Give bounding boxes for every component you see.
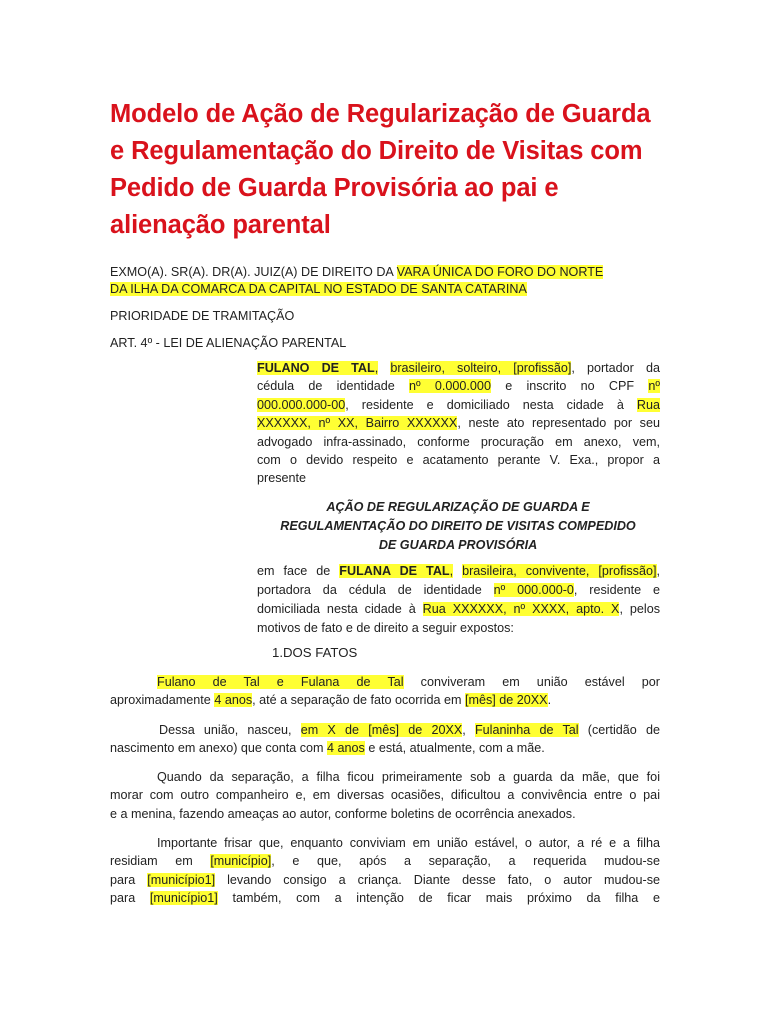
court-address-line-2 bbox=[110, 279, 527, 299]
municipality1-placeholder: [município1] bbox=[149, 891, 218, 906]
defendant-text: em face de bbox=[257, 564, 340, 578]
defendant-text: domiciliada nesta cidade à bbox=[257, 602, 423, 616]
facts-text: residiam em bbox=[110, 854, 211, 869]
municipality1-placeholder: [município1] bbox=[147, 872, 216, 887]
facts-text: Quando da separação, a filha ficou primeiramente sob a guarda da mãe, que foi bbox=[157, 770, 660, 784]
facts-text: , bbox=[462, 723, 475, 737]
facts-text: morar com outro companheiro e, em diversas ocasiões, dificultou a convivência entre o pai bbox=[110, 788, 660, 803]
facts-paragraph-2 bbox=[110, 721, 660, 758]
facts-paragraph-4 bbox=[110, 834, 660, 908]
document-title: Modelo de Ação de Regularização de Guarda e Regulamentação do Direito de Visitas com Pedido de Guarda Provisória ao pai e alienação parental bbox=[110, 100, 651, 239]
action-title-line: AÇÃO DE REGULARIZAÇÃO DE GUARDA E bbox=[326, 500, 590, 514]
plaintiff-text: cédula de identidade bbox=[257, 379, 410, 394]
plaintiff-name: FULANO DE TAL bbox=[257, 361, 375, 375]
priority-line: PRIORIDADE DE TRAMITAÇÃO bbox=[110, 309, 295, 323]
facts-text: aproximadamente bbox=[110, 693, 215, 708]
plaintiff-text: , portador da bbox=[571, 361, 660, 375]
defendant-name-comma: , bbox=[449, 564, 454, 578]
facts-text: para bbox=[110, 872, 148, 887]
defendant-text: , bbox=[656, 564, 660, 578]
defendant-address: Rua XXXXXX, nº XXXX, apto. X bbox=[422, 602, 620, 616]
facts-text: (certidão de bbox=[578, 723, 660, 737]
facts-text: , até a separação de fato ocorrida em bbox=[252, 693, 465, 708]
defendant-qualification bbox=[257, 562, 660, 638]
facts-text: também, com a intenção de ficar mais próximo da filha e bbox=[217, 891, 660, 906]
action-title bbox=[256, 498, 660, 555]
facts-text: . bbox=[547, 693, 552, 708]
facts-text: levando consigo a criança. Diante desse fato, o autor mudou-se bbox=[215, 872, 660, 887]
plaintiff-rg: nº 0.000.000 bbox=[409, 379, 491, 394]
plaintiff-cpf: 000.000.000-00 bbox=[257, 397, 346, 412]
court-name-highlight: VARA ÚNICA DO FORO DO NORTE bbox=[396, 265, 604, 279]
defendant-details: brasileira, convivente, [profissão] bbox=[462, 564, 657, 578]
child-name: Fulaninha de Tal bbox=[474, 723, 579, 737]
facts-text: e está, atualmente, com a mãe. bbox=[364, 741, 545, 756]
union-duration: 4 anos bbox=[214, 693, 253, 708]
plaintiff-text: com o devido respeito e acatamento perante V. Exa., propor a bbox=[257, 453, 660, 468]
plaintiff-cpf-prefix: nº bbox=[648, 379, 660, 394]
facts-text: nascimento em anexo) que conta com bbox=[110, 741, 328, 756]
facts-text: Dessa união, nasceu, bbox=[159, 723, 301, 737]
court-address-text: EXMO(A). SR(A). DR(A). JUIZ(A) DE DIREITO DA bbox=[110, 265, 397, 279]
plaintiff-address: XXXXXX, nº XX, Bairro XXXXXX bbox=[257, 416, 458, 431]
facts-text: , e que, após a separação, a requerida mudou-se bbox=[271, 854, 660, 869]
municipality-placeholder: [município] bbox=[210, 854, 272, 869]
plaintiff-details: brasileiro, solteiro, [profissão] bbox=[390, 361, 572, 375]
defendant-text: portadora da cédula de identidade bbox=[257, 583, 494, 597]
defendant-name: FULANA DE TAL bbox=[339, 564, 450, 578]
facts-text: e a menina, fazendo ameaças ao autor, conforme boletins de ocorrência anexados. bbox=[110, 806, 576, 821]
facts-paragraph-3 bbox=[110, 768, 660, 823]
action-title-line: DE GUARDA PROVISÓRIA bbox=[378, 538, 538, 552]
action-title-line: REGULAMENTAÇÃO DO DIREITO DE VISITAS COMPEDIDO bbox=[280, 519, 636, 533]
facts-text: para bbox=[110, 891, 150, 906]
section-heading: 1.DOS FATOS bbox=[272, 645, 358, 660]
separation-date: [mês] de 20XX bbox=[464, 693, 548, 708]
plaintiff-text: , neste ato representado por seu bbox=[457, 416, 660, 431]
defendant-text: , pelos bbox=[619, 602, 661, 616]
defendant-text: motivos de fato e de direito a seguir expostos: bbox=[257, 621, 514, 635]
plaintiff-name-comma: , bbox=[374, 361, 379, 375]
facts-text: Importante frisar que, enquanto conviviam em união estável, o autor, a ré e a filha bbox=[157, 836, 660, 850]
facts-paragraph-1 bbox=[110, 673, 660, 710]
article-line: ART. 4º - LEI DE ALIENAÇÃO PARENTAL bbox=[110, 336, 347, 350]
plaintiff-address-prefix: Rua bbox=[636, 397, 660, 412]
defendant-text: , residente e bbox=[573, 583, 661, 597]
plaintiff-text: , residente e domiciliado nesta cidade à bbox=[345, 397, 637, 412]
facts-text: conviveram em união estável por bbox=[403, 675, 660, 689]
parties-names: Fulano de Tal e Fulana de Tal bbox=[157, 675, 404, 689]
plaintiff-qualification bbox=[257, 359, 660, 488]
court-location-highlight: DA ILHA DA COMARCA DA CAPITAL NO ESTADO DE SANTA CATARINA bbox=[110, 282, 527, 296]
plaintiff-text: e inscrito no CPF bbox=[490, 379, 649, 394]
plaintiff-text: presente bbox=[257, 471, 307, 486]
plaintiff-text: advogado infra-assinado, conforme procuração em anexo, vem, bbox=[257, 434, 660, 449]
birth-date: em X de [mês] de 20XX bbox=[300, 723, 463, 737]
defendant-rg: nº 000.000-0 bbox=[493, 583, 574, 597]
child-age: 4 anos bbox=[327, 741, 365, 756]
